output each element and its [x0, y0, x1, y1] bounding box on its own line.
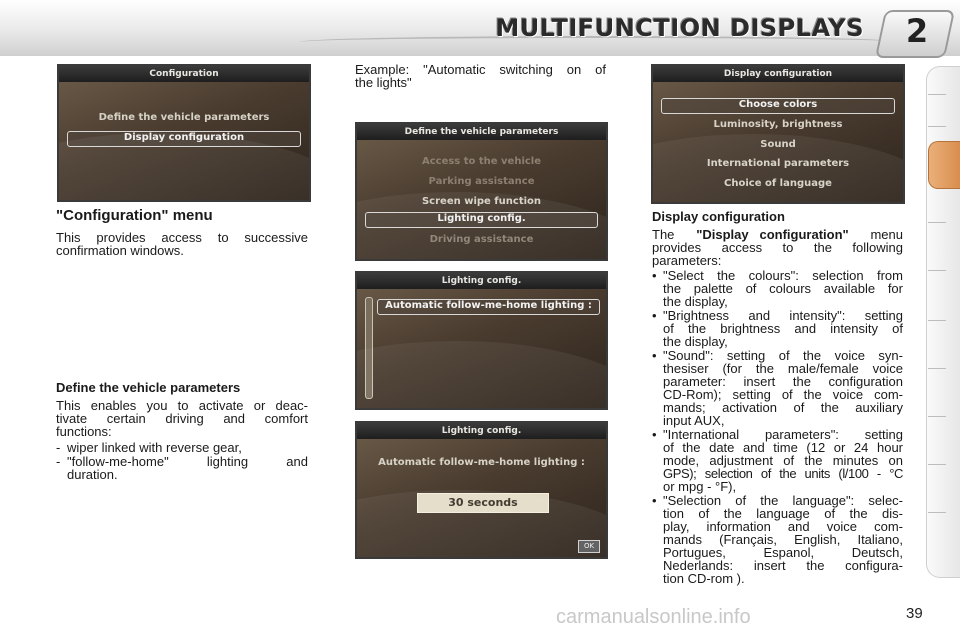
screen-menu-item: Choice of language — [724, 178, 832, 189]
watermark: carmanualsonline.info — [556, 606, 751, 628]
list-item: - "follow-me-home" lighting and duration. — [56, 454, 308, 482]
screen-menu-item: Define the vehicle parameters — [98, 112, 270, 123]
example-caption: Example: "Automatic switching on of the lights" — [355, 62, 606, 90]
configuration-menu-heading: "Configuration" menu — [56, 207, 213, 224]
section-tab-divider — [928, 126, 946, 127]
configuration-screen-image — [57, 64, 311, 202]
list-item: • "Selection of the language": selec- tion of the language of the dis- play, information and voice com- mands (Français, English, Italiano, Portugues, Espanol, Deutsch, Nederlands: insert the configura- tion CD-rom ). — [652, 493, 903, 586]
screen-menu-item: Automatic follow-me-home lighting : — [378, 457, 585, 468]
screen-title: Lighting config. — [357, 273, 606, 289]
display-configuration-intro: The "Display configuration" menu provides access to the following parameters: — [652, 227, 903, 268]
screen-menu-item-selected: Automatic follow-me-home lighting : — [377, 299, 600, 315]
list-item: • "Sound": setting of the voice syn- thesiser (for the male/female voice parameter: insert the configuration CD-Rom); setting of the voice com- mands; activation of the auxiliary input AUX, — [652, 348, 903, 428]
screen-ok-button: OK — [578, 540, 600, 553]
lighting-config-screen-image — [355, 271, 608, 410]
screen-menu-item: Driving assistance — [429, 234, 534, 245]
screen-menu-item-selected: Choose colors — [661, 98, 895, 114]
lighting-duration-screen-image — [355, 421, 608, 559]
screen-menu-item: International parameters — [706, 158, 850, 169]
chapter-title: MULTIFUNCTION DISPLAYS — [495, 14, 864, 42]
chapter-number: 2 — [905, 12, 929, 50]
duration-value-box: 30 seconds — [417, 493, 549, 513]
screen-menu-item: Screen wipe function — [421, 196, 542, 207]
section-tab-divider — [928, 368, 946, 369]
screen-title: Lighting config. — [357, 423, 606, 439]
section-tab-divider — [928, 416, 946, 417]
define-vehicle-screen-image — [355, 122, 608, 261]
section-tab-divider — [928, 222, 946, 223]
list-item: • "Brightness and intensity": setting of the brightness and intensity of the display, — [652, 308, 903, 349]
section-tab-divider — [928, 320, 946, 321]
list-item: • "International parameters": setting of the date and time (12 or 24 hour mode, adjustment of the minutes on GPS); selection of the units (l/100 - °C or mpg - °F), — [652, 427, 903, 494]
screen-title: Configuration — [59, 66, 309, 82]
screen-menu-item-selected: Lighting config. — [365, 212, 598, 228]
section-tab-divider — [928, 94, 946, 95]
display-configuration-heading: Display configuration — [652, 209, 785, 224]
define-vehicle-parameters-heading: Define the vehicle parameters — [56, 380, 241, 395]
screen-title: Define the vehicle parameters — [357, 124, 606, 140]
define-vehicle-parameters-description: This enables you to activate or deac- tivate certain driving and comfort functions: — [56, 398, 308, 439]
screen-menu-item: Access to the vehicle — [421, 156, 542, 167]
screen-menu-item: Parking assistance — [428, 176, 535, 187]
section-tab-divider — [928, 270, 946, 271]
define-vehicle-parameters-list — [56, 441, 308, 481]
screen-menu-item: Luminosity, brightness — [713, 119, 843, 130]
configuration-menu-description: This provides access to successive confirmation windows. — [56, 230, 308, 258]
page-number: 39 — [906, 605, 923, 622]
display-configuration-screen-image — [651, 64, 905, 204]
screen-scrollbar — [365, 297, 373, 399]
display-configuration-parameter-list — [652, 269, 903, 585]
section-tab-active[interactable] — [928, 141, 960, 189]
screen-menu-item-selected: Display configuration — [67, 131, 301, 147]
list-item: - wiper linked with reverse gear, — [56, 440, 242, 455]
screen-menu-item: Sound — [760, 139, 796, 150]
screen-title: Display configuration — [653, 66, 903, 82]
section-tab-divider — [928, 464, 946, 465]
list-item: • "Select the colours": selection from the palette of colours available for the display, — [652, 268, 903, 309]
section-tab-divider — [928, 512, 946, 513]
